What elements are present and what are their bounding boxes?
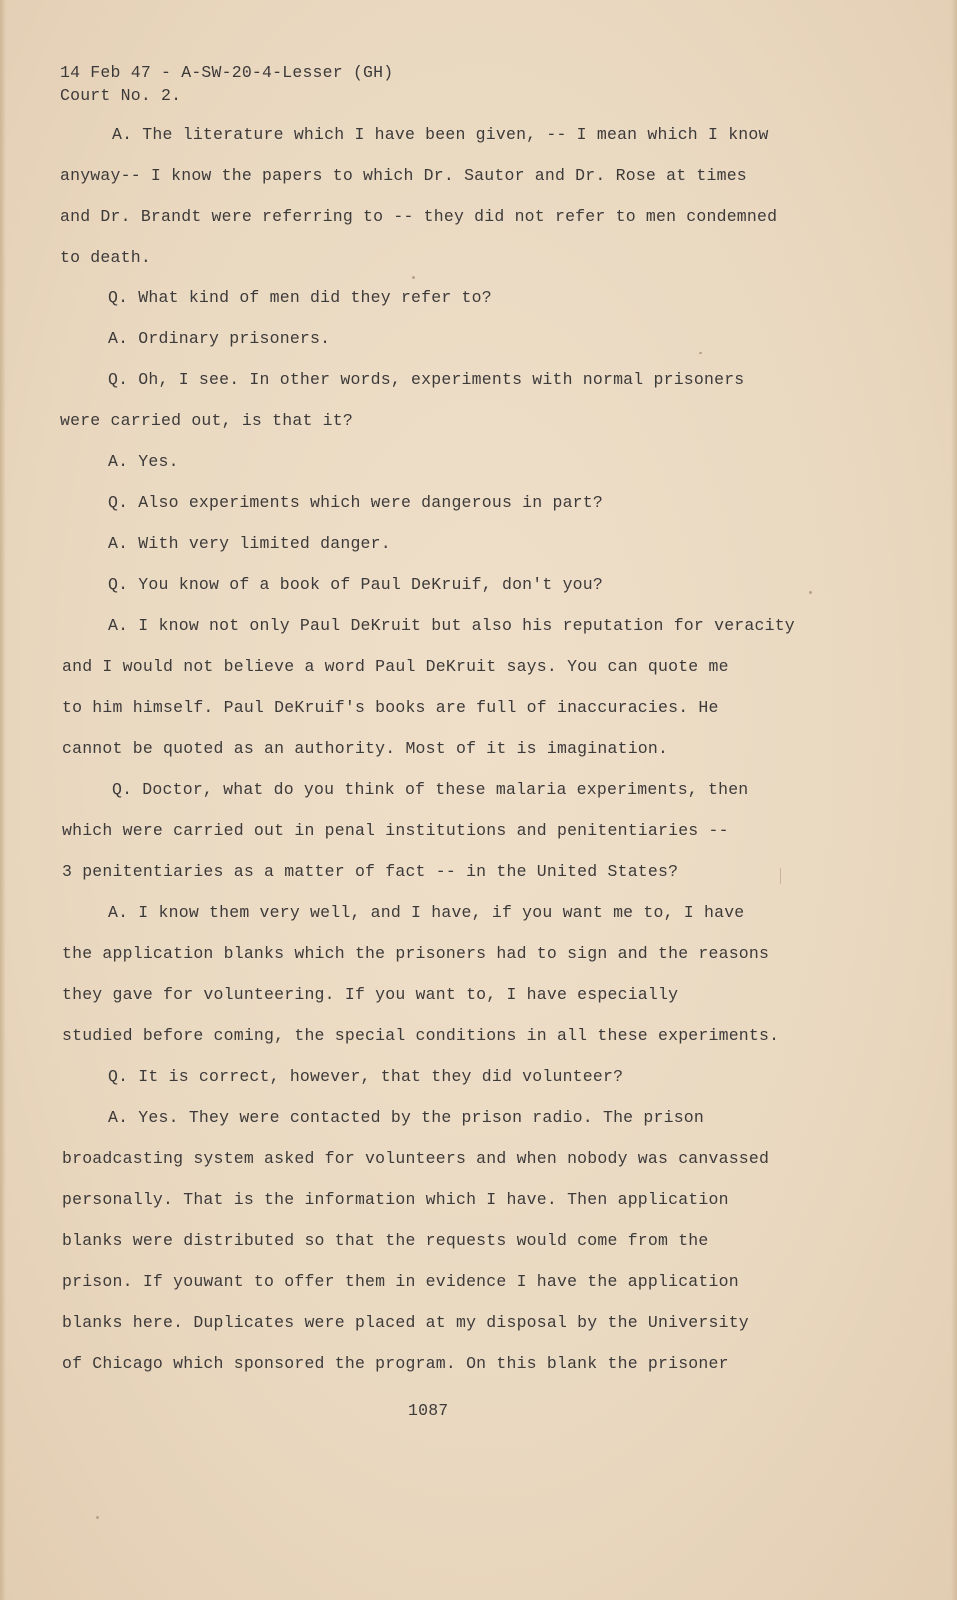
header-line-2: Court No. 2. <box>60 86 182 105</box>
text-line: Q. Oh, I see. In other words, experiments with normal prisoners <box>108 370 745 389</box>
text-line: blanks were distributed so that the requests would come from the <box>62 1231 709 1250</box>
paper-mark <box>780 868 781 884</box>
text-line: A. Yes. <box>108 452 179 471</box>
text-line: which were carried out in penal institutions and penitentiaries -- <box>62 821 729 840</box>
page-number: 1087 <box>408 1401 449 1420</box>
text-line: and I would not believe a word Paul DeKruit says. You can quote me <box>62 657 729 676</box>
text-line: Q. Doctor, what do you think of these malaria experiments, then <box>112 780 749 799</box>
paper-speck <box>96 1516 99 1519</box>
text-line: to him himself. Paul DeKruif's books are full of inaccuracies. He <box>62 698 719 717</box>
text-line: Q. Also experiments which were dangerous in part? <box>108 493 603 512</box>
text-line: and Dr. Brandt were referring to -- they did not refer to men condemned <box>60 207 778 226</box>
text-line: personally. That is the information which I have. Then application <box>62 1190 729 1209</box>
text-line: were carried out, is that it? <box>60 411 353 430</box>
text-line: prison. If youwant to offer them in evidence I have the application <box>62 1272 739 1291</box>
text-line: A. Yes. They were contacted by the prison radio. The prison <box>108 1108 704 1127</box>
header-line-1: 14 Feb 47 - A-SW-20-4-Lesser (GH) <box>60 63 394 82</box>
text-line: the application blanks which the prisoners had to sign and the reasons <box>62 944 770 963</box>
paper-speck <box>412 276 415 279</box>
text-line: anyway-- I know the papers to which Dr. Sautor and Dr. Rose at times <box>60 166 747 185</box>
text-line: A. The literature which I have been given, -- I mean which I know <box>112 125 769 144</box>
text-line: Q. You know of a book of Paul DeKruif, don't you? <box>108 575 603 594</box>
text-line: to death. <box>60 248 151 267</box>
text-line: studied before coming, the special conditions in all these experiments. <box>62 1026 780 1045</box>
text-line: cannot be quoted as an authority. Most of it is imagination. <box>62 739 669 758</box>
text-line: A. I know them very well, and I have, if you want me to, I have <box>108 903 745 922</box>
text-line: of Chicago which sponsored the program. On this blank the prisoner <box>62 1354 729 1373</box>
text-line: Q. It is correct, however, that they did volunteer? <box>108 1067 624 1086</box>
text-line: A. Ordinary prisoners. <box>108 329 331 348</box>
text-line: 3 penitentiaries as a matter of fact -- in the United States? <box>62 862 679 881</box>
text-line: blanks here. Duplicates were placed at my disposal by the University <box>62 1313 749 1332</box>
text-line: A. I know not only Paul DeKruit but also his reputation for veracity <box>108 616 795 635</box>
paper-speck <box>699 352 702 354</box>
text-line: they gave for volunteering. If you want to, I have especially <box>62 985 679 1004</box>
text-line: Q. What kind of men did they refer to? <box>108 288 492 307</box>
text-line: A. With very limited danger. <box>108 534 391 553</box>
text-line: broadcasting system asked for volunteers and when nobody was canvassed <box>62 1149 770 1168</box>
paper-speck <box>809 591 812 594</box>
